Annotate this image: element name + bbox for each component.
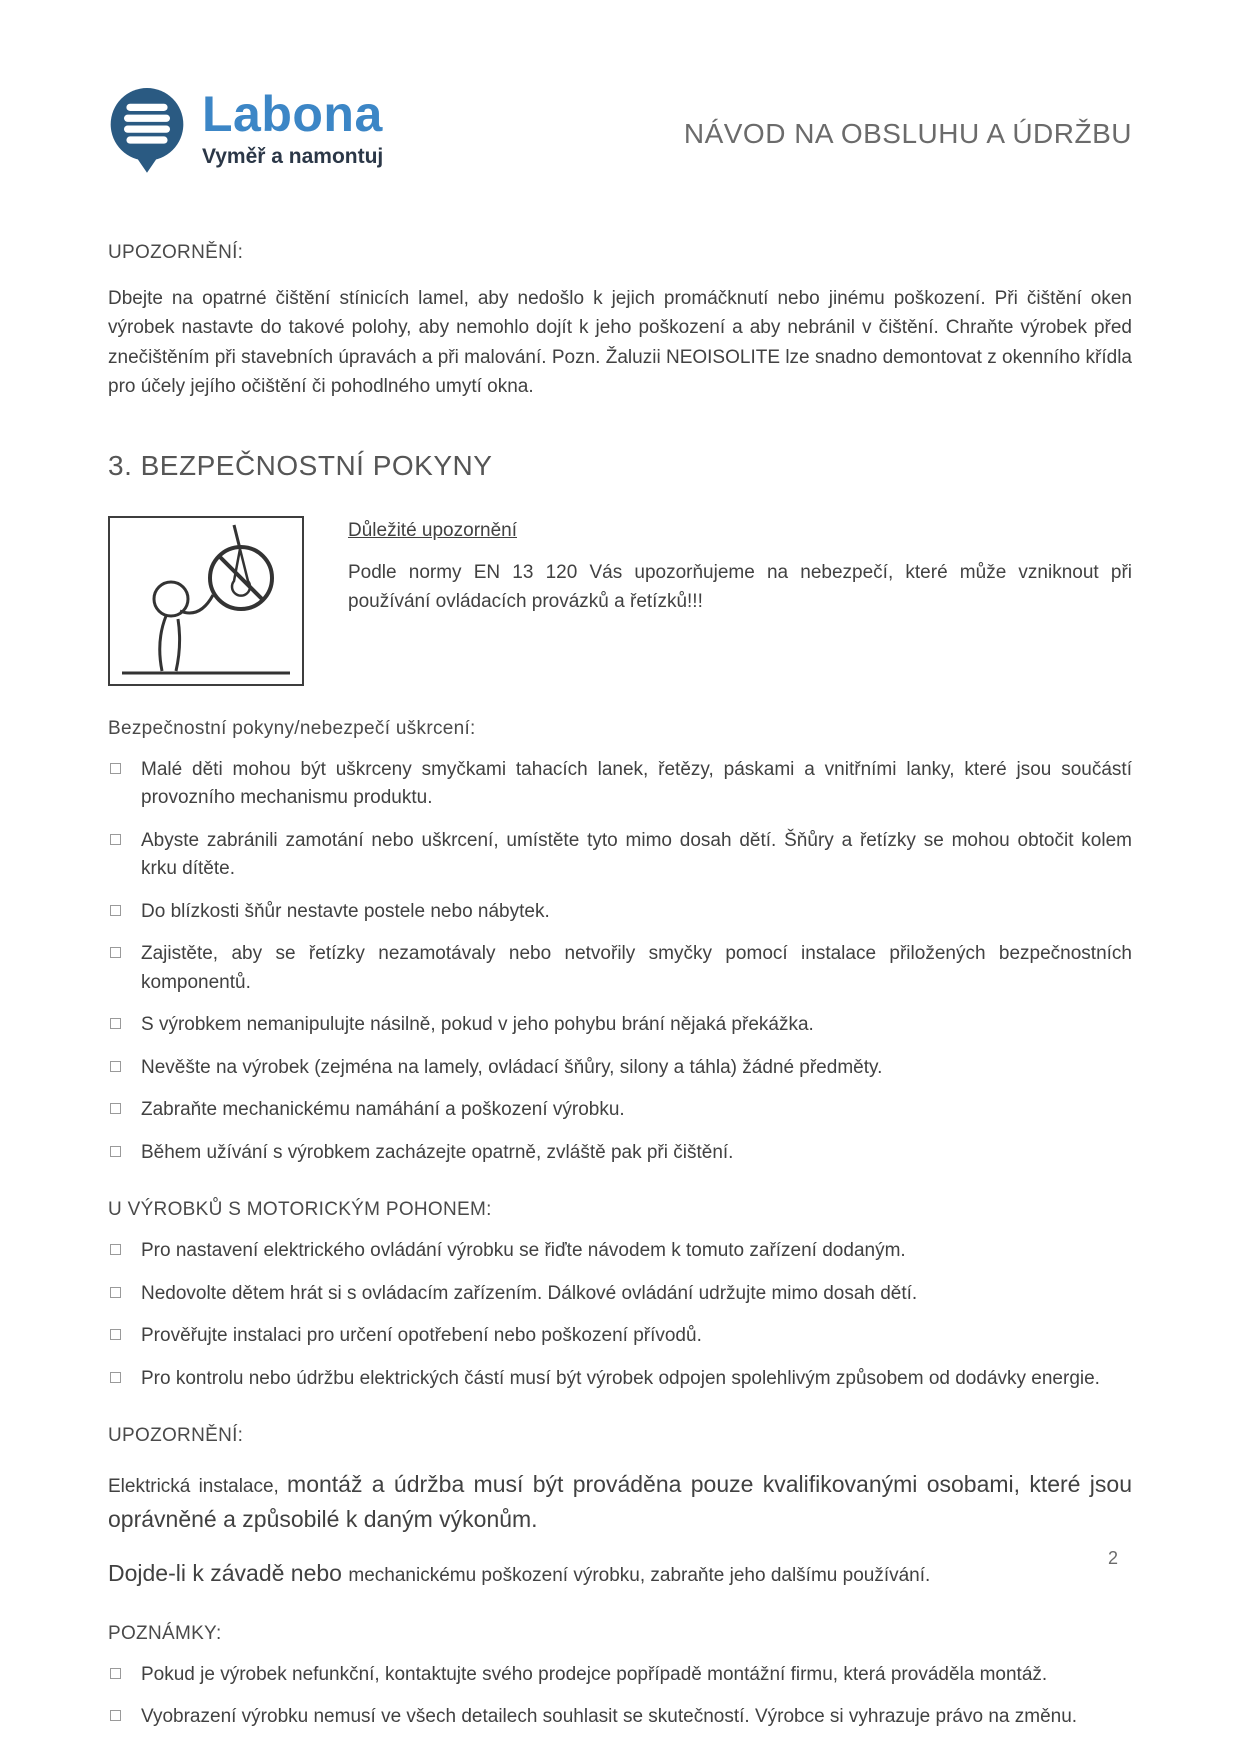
logo-text — [202, 88, 383, 169]
square-bullet-icon — [110, 1287, 121, 1298]
list-item: Zajistěte, aby se řetízky nezamotávaly nebo netvořily smyčky pomocí instalace přiložených bezpečnostních komponentů. — [108, 940, 1132, 997]
warning2-p2-normal: mechanickému poškození výrobku, zabraňte jeho dalšímu používání. — [348, 1565, 931, 1587]
important-note-body: Podle normy EN 13 120 Vás upozorňujeme na nebezpečí, které může vzniknout při používání ovládacích provázků a řetízků!!! — [348, 561, 1132, 613]
page-number: 2 — [1107, 1548, 1118, 1568]
warning2-p1-large: montáž a údržba musí být prováděna pouze kvalifikovanými osobami, které jsou oprávněné a způsobilé k daným výkonům. — [108, 1471, 1132, 1532]
list-item: Nedovolte dětem hrát si s ovládacím zařízením. Dálkové ovládání udržujte mimo dosah dětí. — [108, 1280, 1132, 1309]
strangulation-warning-image — [108, 516, 304, 686]
warning2-paragraph1 — [108, 1467, 1132, 1536]
important-note-title: Důležité upozornění — [348, 519, 517, 541]
square-bullet-icon — [110, 1103, 121, 1114]
list-item: Nevěšte na výrobek (zejména na lamely, ovládací šňůry, silony a táhla) žádné předměty. — [108, 1054, 1132, 1083]
list-item: Abyste zabránili zamotání nebo uškrcení, umístěte tyto mimo dosah dětí. Šňůry a řetízky se mohou obtočit kolem krku dítěte. — [108, 827, 1132, 884]
list-item: Pro kontrolu nebo údržbu elektrických částí musí být výrobek odpojen spolehlivým způsobem od dodávky energie. — [108, 1365, 1132, 1394]
square-bullet-icon — [110, 1668, 121, 1679]
safety-illustration-row — [108, 516, 1132, 686]
square-bullet-icon — [110, 947, 121, 958]
square-bullet-icon — [110, 1372, 121, 1383]
list-item: Vyobrazení výrobku nemusí ve všech detailech souhlasit se skutečností. Výrobce si vyhrazuje právo na změnu. — [108, 1703, 1132, 1732]
warning1-paragraph: Dbejte na opatrné čištění stínicích lamel, aby nedošlo k jejich promáčknutí nebo jinému poškození. Při čištění oken výrobek nastavte do takové polohy, aby nemohlo dojít k jeho poškození a aby nebránil v čištění. Chraňte výrobek před znečištěním při stavebních úpravách a při malování. Pozn. Žaluzii NEOISOLITE lze snadno demontovat z okenního křídla pro účely jejího očištění či pohodlného umytí okna. — [108, 288, 1132, 398]
logo — [108, 88, 383, 180]
strangle-list — [108, 756, 1132, 1168]
list-item: Pokud je výrobek nefunkční, kontaktujte svého prodejce popřípadě montážní firmu, která prováděla montáž. — [108, 1661, 1132, 1690]
important-note — [348, 516, 1132, 617]
list-item: S výrobkem nemanipulujte násilně, pokud v jeho pohybu brání nějaká překážka. — [108, 1011, 1132, 1040]
square-bullet-icon — [110, 905, 121, 916]
warning1-heading: UPOZORNĚNÍ: — [108, 242, 244, 263]
brand-tagline: Vyměř a namontuj — [202, 144, 384, 168]
child-cord-hazard-icon — [116, 523, 296, 679]
list-item: Během užívání s výrobkem zacházejte opatrně, zvláště pak při čištění. — [108, 1139, 1132, 1168]
warning2-paragraph2 — [108, 1556, 1132, 1591]
motor-list — [108, 1237, 1132, 1393]
square-bullet-icon — [110, 763, 121, 774]
section-heading: 3. BEZPEČNOSTNÍ POKYNY — [108, 449, 493, 481]
square-bullet-icon — [110, 1244, 121, 1255]
list-item: Pro nastavení elektrického ovládání výrobku se řiďte návodem k tomuto zařízení dodaným. — [108, 1237, 1132, 1266]
square-bullet-icon — [110, 834, 121, 845]
square-bullet-icon — [110, 1329, 121, 1340]
square-bullet-icon — [110, 1146, 121, 1157]
page-header — [108, 88, 1132, 180]
warning2-p2-large: Dojde-li k závadě nebo — [108, 1560, 349, 1587]
list-item: Do blízkosti šňůr nestavte postele nebo nábytek. — [108, 898, 1132, 927]
notes-heading: POZNÁMKY: — [108, 1622, 222, 1644]
blinds-logo-icon — [108, 88, 186, 180]
square-bullet-icon — [110, 1710, 121, 1721]
strangle-list-heading: Bezpečnostní pokyny/nebezpečí uškrcení: — [108, 717, 476, 739]
list-item: Malé děti mohou být uškrceny smyčkami tahacích lanek, řetězy, páskami a vnitřními lanky, které jsou součástí provozního mechanismu produktu. — [108, 756, 1132, 813]
motor-list-heading: U VÝROBKŮ S MOTORICKÝM POHONEM: — [108, 1199, 492, 1221]
notes-list — [108, 1661, 1132, 1732]
warning2-heading: UPOZORNĚNÍ: — [108, 1425, 244, 1447]
list-item: Zabraňte mechanickému namáhání a poškození výrobku. — [108, 1096, 1132, 1125]
document-title: NÁVOD NA OBSLUHU A ÚDRŽBU — [683, 118, 1132, 149]
warning2-p1-normal: Elektrická instalace, — [108, 1476, 288, 1498]
square-bullet-icon — [110, 1018, 121, 1029]
list-item: Prověřujte instalaci pro určení opotřebení nebo poškození přívodů. — [108, 1322, 1132, 1351]
brand-name: Labona — [202, 86, 383, 142]
square-bullet-icon — [110, 1061, 121, 1072]
